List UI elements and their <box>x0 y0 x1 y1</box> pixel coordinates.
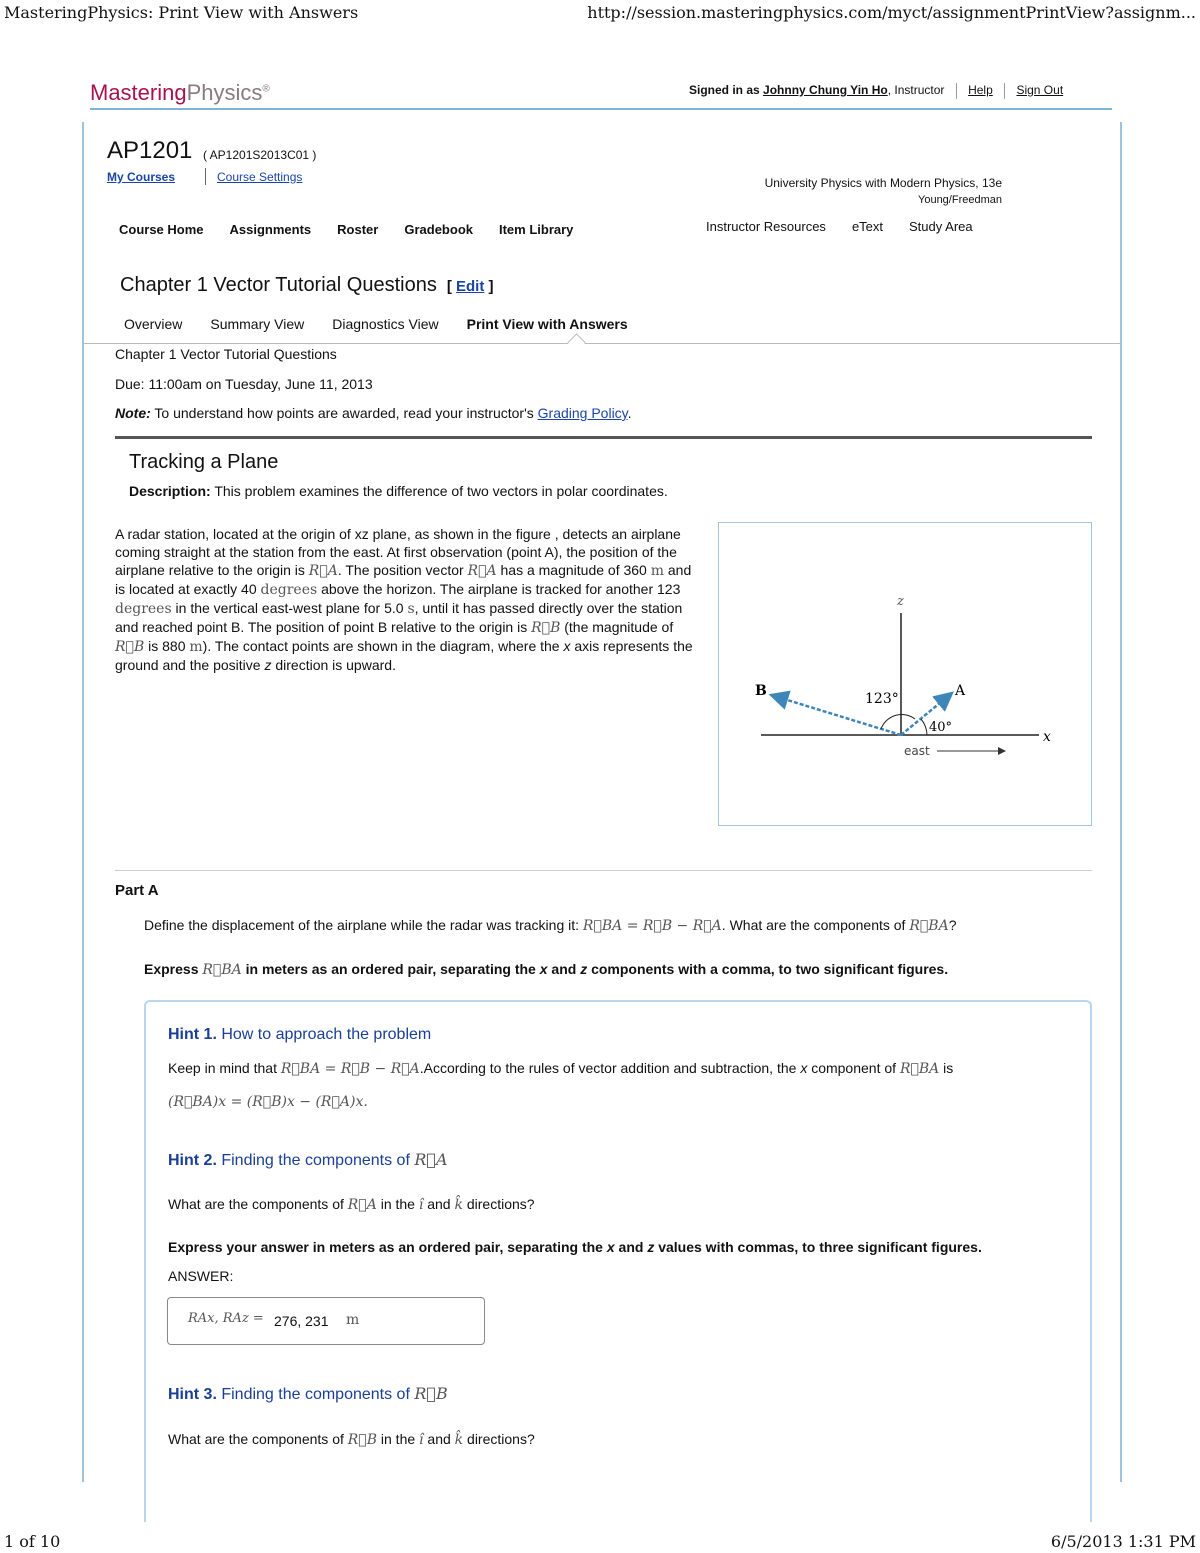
hint-1-equation: (R⃗BA)x = (R⃗B)x − (R⃗A)x. <box>168 1094 368 1110</box>
nav-course-home[interactable]: Course Home <box>119 222 204 237</box>
section-divider <box>115 870 1092 871</box>
angle-123-label: 123° <box>865 691 899 707</box>
nav-assignments[interactable]: Assignments <box>229 222 312 237</box>
mastering-physics-logo[interactable]: MasteringPhysics® <box>90 80 270 105</box>
print-datetime: 6/5/2013 1:31 PM <box>1050 1532 1196 1551</box>
help-link[interactable]: Help <box>968 83 993 98</box>
edit-link[interactable]: Edit <box>456 278 485 295</box>
textbook-authors: Young/Freedman <box>918 194 1002 206</box>
z-axis-label: z <box>897 594 904 609</box>
link-separator <box>205 168 206 185</box>
hint-3-title[interactable]: Hint 3. Finding the components of R⃗B <box>168 1384 448 1403</box>
angle-40-label: 40° <box>929 720 953 735</box>
x-axis-label: x <box>1043 729 1051 745</box>
active-tab-indicator <box>567 333 585 351</box>
point-a-label: A <box>955 683 966 699</box>
print-page-url: http://session.masteringphysics.com/myct/assignmentPrintView?assignm... <box>587 3 1196 22</box>
resources-nav <box>706 219 999 234</box>
answer-value: 276, 231 <box>274 1313 329 1329</box>
course-nav <box>119 222 599 237</box>
due-date: Due: 11:00am on Tuesday, June 11, 2013 <box>115 376 373 392</box>
course-settings-link[interactable]: Course Settings <box>217 170 303 184</box>
sign-out-link[interactable]: Sign Out <box>1016 83 1064 98</box>
answer-box <box>167 1297 485 1345</box>
print-page-number: 1 of 10 <box>4 1532 61 1551</box>
frame-right-border <box>1120 122 1122 1482</box>
vector-diagram <box>718 522 1092 826</box>
chapter-title: Chapter 1 Vector Tutorial Questions [ Edit ] <box>120 274 494 296</box>
hint-2-question: What are the components of R⃗A in the î and k̂ directions? <box>168 1196 535 1213</box>
hint-1-text: Keep in mind that R⃗BA = R⃗B − R⃗A.According to the rules of vector addition and subtraction, the x component of R⃗BA is <box>168 1060 954 1077</box>
part-a-question: Define the displacement of the airplane while the radar was tracking it: R⃗BA = R⃗B − R⃗A. What are the components of R⃗BA? <box>144 917 957 934</box>
nav-gradebook[interactable]: Gradebook <box>404 222 473 237</box>
hint-2-instructions: Express your answer in meters as an ordered pair, separating the x and z values with commas, to three significant figures. <box>168 1239 982 1255</box>
view-tabs <box>124 316 656 332</box>
part-a-instructions: Express R⃗BA in meters as an ordered pair, separating the x and z components with a comma, to two significant figures. <box>144 961 949 978</box>
frame-left-border <box>82 122 84 1482</box>
grading-policy-link[interactable]: Grading Policy <box>537 405 628 421</box>
assignment-name: Chapter 1 Vector Tutorial Questions <box>115 346 337 362</box>
nav-roster[interactable]: Roster <box>337 222 379 237</box>
tab-diagnostics-view[interactable]: Diagnostics View <box>332 316 439 332</box>
user-bar <box>689 83 1063 99</box>
nav-item-library[interactable]: Item Library <box>498 222 574 237</box>
tab-divider <box>84 343 1120 344</box>
course-title: AP1201 <box>107 137 193 164</box>
east-label: east <box>904 744 930 758</box>
course-code: ( AP1201S2013C01 ) <box>203 148 317 162</box>
hint-3-question: What are the components of R⃗B in the î and k̂ directions? <box>168 1431 535 1448</box>
tab-summary-view[interactable]: Summary View <box>210 316 305 332</box>
problem-title: Tracking a Plane <box>129 451 279 473</box>
tab-print-view[interactable]: Print View with Answers <box>466 316 628 332</box>
print-page-title: MasteringPhysics: Print View with Answers <box>4 3 359 22</box>
part-a-title: Part A <box>115 882 159 899</box>
angle-40-arc <box>921 719 927 735</box>
problem-divider <box>115 436 1092 439</box>
answer-lhs: RAx, RAz = <box>188 1311 264 1326</box>
answer-unit: m <box>346 1312 360 1328</box>
problem-description: Description: This problem examines the difference of two vectors in polar coordinates. <box>129 483 668 499</box>
hint-1-title[interactable]: Hint 1. How to approach the problem <box>168 1026 432 1043</box>
vector-diagram-svg <box>719 523 1091 825</box>
hint-2-title[interactable]: Hint 2. Finding the components of R⃗A <box>168 1150 448 1169</box>
answer-label: ANSWER: <box>168 1268 234 1284</box>
nav-etext[interactable]: eText <box>851 219 884 234</box>
grading-note: Note: To understand how points are awarded, read your instructor's Grading Policy. <box>115 405 632 421</box>
nav-instructor-resources[interactable]: Instructor Resources <box>706 219 826 234</box>
user-name-link[interactable]: Johnny Chung Yin Ho <box>763 83 888 98</box>
textbook-title: University Physics with Modern Physics, 13e <box>764 176 1002 190</box>
point-b-label: B <box>755 683 767 699</box>
signed-in-label: Signed in as <box>689 83 760 98</box>
nav-study-area[interactable]: Study Area <box>909 219 973 234</box>
user-role: , Instructor <box>887 83 945 98</box>
my-courses-link[interactable]: My Courses <box>107 170 176 184</box>
header-divider <box>90 108 1112 110</box>
tab-overview[interactable]: Overview <box>124 316 183 332</box>
problem-statement: A radar station, located at the origin of xz plane, as shown in the figure , detects an airplane coming straight at the station from the east. At first observation (point A), the position of the airplane relative to the origin is R⃗A. The position vector R⃗A has a magnitude of 360 m and is located at exactly 40 degrees above the horizon. The airplane is tracked for another 123 degrees in the vertical east-west plane for 5.0 s, until it has passed directly over the station and reached point B. The position of point B relative to the origin is R⃗B (the magnitude of R⃗B is 880 m). The contact points are shown in the diagram, where the x axis represents the ground and the positive z direction is upward. <box>115 526 693 673</box>
